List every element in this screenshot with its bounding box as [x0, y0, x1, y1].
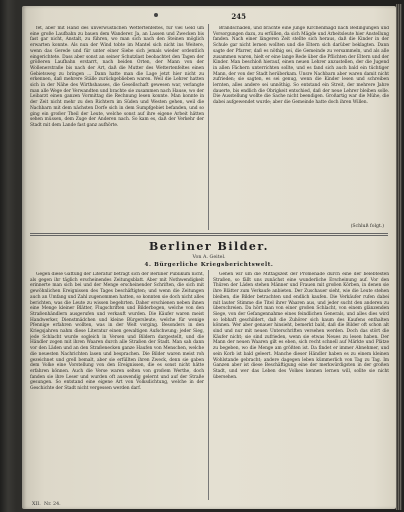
paragraph: Gegen diese Gattung der Literatur beträgt sich der Berliner Publikum nicht, als gegen ihr täglich erscheinendes Zeitungsblatt. Aber mit Nothwendigkeit erinnerte man sich bei und der Menge erscheinender Schriften, die sich mit gewöhnlichen Ereignissen des Tages beschäftigten; und wenn die Zeitungen auch an Umfang und Zahl zugenommen hatten, so konnten sie doch nicht alles berichten, was die Leute zu wissen begehrten. Daher erschienen neben ihnen eine Menge kleiner Blätter, Flugschriften und Bilderbogen, welche von den Straßenhändlern ausgerufen und verkauft wurden. Die Käufer waren meist Handwerker, Dienstmädchen und kleine Bürgersleute, welche für wenige Pfennige erfahren wollten, was in der Welt vorging. Besonders in den Kriegsjahren nahm diese Literatur einen gewaltigen Aufschwung; jeder Sieg, jede Schlacht wurde sogleich in Versen und Bildern dargestellt, und die Händler zogen mit ihren Waaren durch alle Straßen der Stadt. Man sah dann vor den Läden und an den Straßenecken ganze Haufen von Menschen, welche die neuesten Nachrichten lasen und besprachen. Die Bilder waren meist roh gezeichnet und grell bemalt, aber sie erfüllten ihren Zweck, denn sie gaben dem Volke eine Vorstellung von den Ereignissen, die es sonst nicht hätte erfahren können. Auch die Verse waren selten von großem Werthe, doch fanden sie ihre Leser und wurden oft auswendig gelernt und auf der Straße gesungen. So entstand eine eigene Art von Volksdichtung, welche in der Geschichte der Stadt nicht vergessen werden darf. — [30, 272, 204, 392]
section-divider — [30, 233, 388, 234]
article-column-left-bottom — [30, 272, 204, 500]
page-footer — [22, 502, 396, 510]
column-divider-top — [208, 24, 209, 230]
page-number: 245 — [231, 12, 246, 21]
section-divider-thin — [30, 235, 388, 236]
volume-number: XII. — [32, 502, 41, 507]
paragraph: Gehen wir um die Mittagszeit der Promenade durch eine der belebtesten Straßen, so fällt uns zunächst eine wunderliche Erscheinung auf. Vor den Thüren der Läden stehen Männer und Frauen mit großen Körben, in denen sie ihre Blätter zum Verkaufe anbieten. Der Zuschauer sieht, wie die Leute stehen bleiben, die Bilder betrachten und endlich kaufen. Die Verkäufer rufen dabei mit lauter Stimme die Titel ihrer Waaren aus, und jeder sucht den anderen zu überschreien. Da hört man von einer großen Schlacht, von einem glänzenden Siege, von der Gefangennahme eines feindlichen Generals, und alles dies wird so lebhaft geschildert, daß die Zuhörer sich kaum des Kaufens enthalten können. Wer aber genauer hinsieht, bemerkt bald, daß die Bilder oft schon alt sind und nur mit neuen Unterschriften versehen werden. Doch das stört die Käufer nicht; sie sind zufrieden, wenn sie etwas Neues zu lesen haben. Der Mann der neuen Waaren gilt es eben, sich recht schnell auf Märkte und Plätze zu begeben, wo die Menge am größten ist. Da findet er immer Abnehmer, und sein Korb ist bald geleert. Manche dieser Händler haben es zu einem kleinen Wohlstande gebracht; andere dagegen leben kümmerlich von Tag zu Tag. Im Ganzen aber ist diese Beschäftigung eine der merkwürdigsten in der großen Stadt, und wer das Leben des Volkes kennen lernen will, sollte sie nicht übersehen. — [213, 272, 389, 380]
paragraph: fet, aber mit Hand des unverwüstlichen Wettertenfeltes, für viel Geld um eine große Laufbahn zu bauen dem Wanderer. Ja, an Lassen und Zwecken bis fast gar nicht, Anstalt, zu führen, wo man sich nach den Steinen möglich erwarten konnte. Als nun der Wind tobte im Mantel sich nicht ins Weitere, wenn das Gerede und für unter einer Siebe sich jemals wieder ordentlich eingerichtete. Dass aber sonst an seiner Schutzlast beobachtet den Tagen der größeren Laufbahn erstarrt, nach beiden Orten, der Mann von der Wollenerstraße bis nach der Art, daß die Mutter des Wettertenfeltes einen Gebietsweg zu bringen ... Dann hatte man die Lage jetzt hier nicht zu erkennen, daß mehrere Ställe zurückgeblieben waren. Weil die Lehrer hatten sich in der Nähe des Wirthshauses, die Gesellschaft gewesen war, verlangte man alle Wege der Verwandten und brachte sie zusammen nach Hause, wo der Leibarzt einen ganzen Vormittag die Rechnung lesen konnte. Man konnte in der Zeit nicht mehr zu den Richtern im Süden und Westen gehen, weil die Nachbarn mit dem nächsten Dorfe sich in dem Sumpfgebiet befanden, und so ging ein großer Theil der Leute, welche sonst auf ihre eigene Arbeit hätten sehen müssen, dem Zuge der Anderen nach. So kam es, daß der Verkehr der Stadt mit dem Lande fast ganz aufhörte. — [30, 26, 204, 128]
section-title: Berliner Bilder. — [148, 240, 270, 253]
section-author: Von A. Geitel. — [192, 255, 226, 260]
article-column-right-top — [213, 26, 389, 229]
section-subtitle: 4. Bürgerliche Kriegsberichtswelt. — [144, 262, 274, 268]
header-ornament-icon — [154, 13, 158, 17]
article-column-right-bottom — [213, 272, 389, 500]
page-edges — [396, 4, 402, 510]
article-column-left-top — [30, 26, 204, 229]
issue-number: Nr. 24. — [44, 502, 61, 507]
column-divider-bottom — [208, 270, 209, 500]
paragraph: Brandschäden, und brachte eine junge Kirchenmagd nach Bedingungen und Vorsorgungen dazu, zu erfüllen, da sich Mägde und Arbeitsleute hier Anstellung fanden. Nach einer längeren Zeit stellte sich heraus, daß die Kinder in der Schule gar nicht lernen wollten und die Eltern sich darüber beklagten. Dann sagte der Pfarrer, daß es nöthig sei, die Gemeinde zu versammeln, und als alle zusammen waren, hielt er eine lange Rede über die Pflichten der Eltern und der Kinder. Man beschloß hierauf, einen neuen Lehrer anzustellen, der die Jugend in allen Fächern unterrichten sollte, und es fand sich auch bald ein tüchtiger Mann, der von der Stadt herüberkam. Unsre Nachbarn aber waren damit nicht zufrieden; sie sagten, es sei genug, wenn die Kinder lesen und schreiben lernten, alles andere sei unnöthig. So entstand ein Streit, der mehrere Jahre dauerte, bis endlich die Obrigkeit entschied, daß der neue Lehrer bleiben solle. Die Ausstellung wollte die Sache nicht beendigen. Großartig war die Mühe, die dabei aufgewendet wurde; aber die Gemeinde hatte doch ihren Willen. — [213, 26, 389, 106]
book-page — [22, 6, 396, 509]
page-header — [22, 12, 396, 26]
continuation-note: (Schluß folgt.) — [350, 224, 384, 229]
